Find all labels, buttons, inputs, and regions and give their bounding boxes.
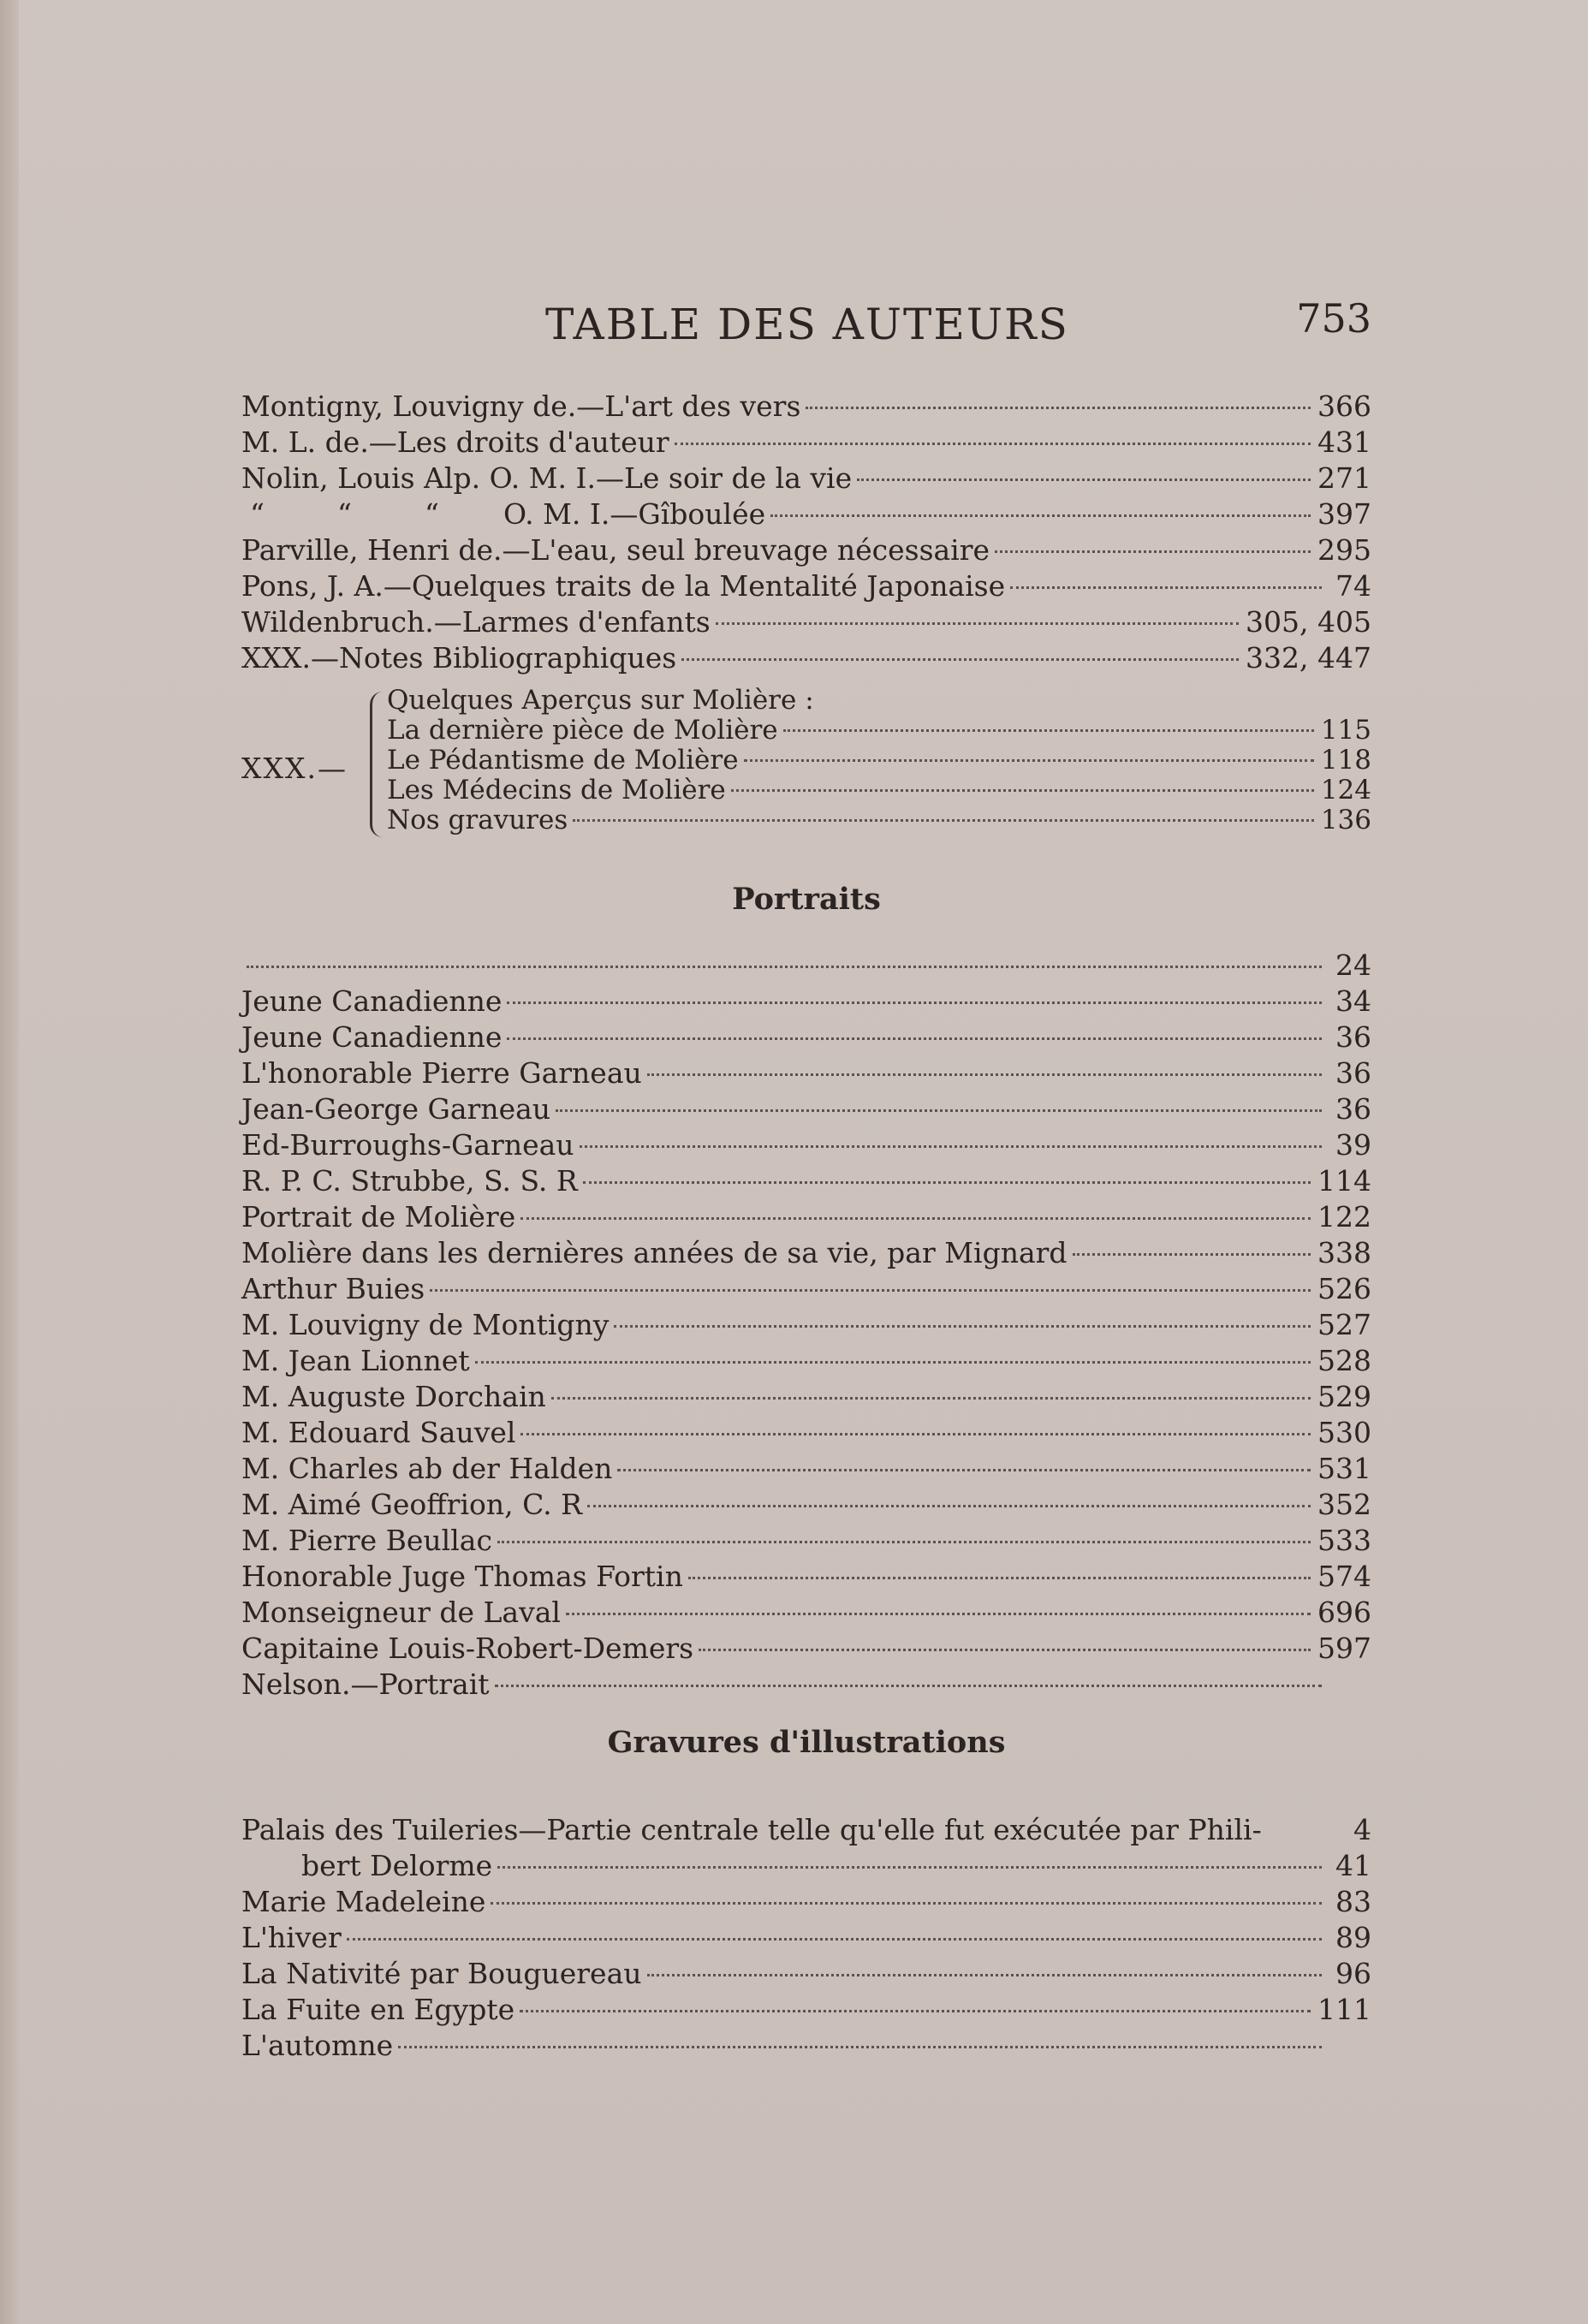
entry-text: Arthur Buies	[241, 1272, 425, 1305]
dot-leader	[647, 1073, 1322, 1076]
dot-leader	[583, 1181, 1311, 1184]
dot-leader	[491, 1902, 1322, 1905]
toc-entry	[241, 1128, 1371, 1164]
entry-page: 338	[1317, 1236, 1371, 1269]
entry-text: M. Charles ab der Halden	[241, 1452, 613, 1485]
entry-page: 397	[1317, 497, 1371, 531]
toc-entry	[241, 1488, 1371, 1524]
dot-leader	[731, 789, 1314, 792]
dot-leader	[497, 1866, 1322, 1869]
ditto-mark: “	[337, 497, 352, 531]
dot-leader	[681, 658, 1239, 661]
entry-page: 124	[1320, 775, 1371, 805]
entry-text: M. Louvigny de Montigny	[241, 1308, 610, 1341]
entry-text: Jeune Canadienne	[241, 984, 503, 1018]
dot-leader	[857, 478, 1311, 481]
entry-text: Pons, J. A.—Quelques traits de la Mentalité Japonaise	[241, 569, 1006, 603]
group-items	[387, 685, 1371, 835]
entry-text: La dernière pièce de Molière	[387, 715, 778, 746]
entry-page: 111	[1317, 1993, 1371, 2026]
entry-text: La Nativité par Bouguereau	[241, 1957, 642, 1990]
dot-leader	[520, 2010, 1311, 2012]
toc-entry	[241, 1596, 1371, 1632]
entry-page: 83	[1335, 1885, 1371, 1918]
toc-entry	[241, 1344, 1371, 1380]
dot-leader	[1010, 586, 1322, 589]
toc-entry	[241, 605, 1371, 641]
entry-page: 530	[1317, 1416, 1371, 1449]
entry-text: Portrait de Molière	[241, 1200, 516, 1233]
entry-page: 96	[1335, 1957, 1371, 1990]
dot-leader	[716, 622, 1239, 625]
authors-list	[241, 389, 1371, 677]
toc-entry	[387, 715, 1371, 745]
dot-leader	[507, 1037, 1322, 1040]
ditto-mark: “	[425, 497, 439, 531]
entry-page: 574	[1317, 1560, 1371, 1593]
entry-text: Nos gravures	[387, 805, 568, 835]
entry-text: L'honorable Pierre Garneau	[241, 1056, 642, 1090]
section-heading-portraits: Portraits	[732, 882, 881, 917]
entry-page: 89	[1335, 1921, 1371, 1954]
entry-page: 136	[1320, 805, 1371, 835]
dot-leader	[675, 443, 1311, 445]
toc-entry	[241, 984, 1371, 1020]
toc-entry	[241, 1236, 1371, 1272]
dot-leader	[699, 1649, 1311, 1651]
entry-text: M. Jean Lionnet	[241, 1344, 470, 1377]
group-label: XXX.—	[241, 752, 348, 785]
entry-page: 36	[1335, 1092, 1371, 1126]
entry-text: R. P. C. Strubbe, S. S. R	[241, 1164, 578, 1198]
ditto-mark: “	[250, 497, 265, 531]
entry-page: 114	[1317, 1164, 1371, 1198]
toc-entry	[241, 1380, 1371, 1416]
dot-leader	[580, 1145, 1322, 1148]
dot-leader	[520, 1433, 1311, 1435]
entry-page: 352	[1317, 1488, 1371, 1521]
toc-entry	[241, 1416, 1371, 1452]
entry-page: 39	[1335, 1128, 1371, 1162]
toc-entry	[241, 533, 1371, 569]
dot-leader	[688, 1577, 1311, 1579]
entry-text: L'hiver	[241, 1921, 342, 1954]
entry-text: Les Médecins de Molière	[387, 775, 726, 805]
toc-entry	[241, 948, 1371, 984]
entry-text: Monseigneur de Laval	[241, 1596, 561, 1629]
dot-leader	[995, 550, 1311, 553]
entry-text: Molière dans les dernières années de sa vie, par Mignard	[241, 1236, 1068, 1269]
entry-page: 431	[1317, 425, 1371, 459]
toc-entry	[241, 497, 1371, 533]
page-edge	[0, 0, 19, 2324]
toc-entry	[241, 1020, 1371, 1056]
entry-page: 527	[1317, 1308, 1371, 1341]
entry-page: 295	[1317, 533, 1371, 567]
toc-entry	[241, 461, 1371, 497]
dot-leader	[247, 966, 1322, 968]
dot-leader	[573, 819, 1314, 822]
dot-leader	[614, 1325, 1311, 1328]
entry-text: M. Pierre Beullac	[241, 1524, 492, 1557]
entry-page: 24	[1335, 948, 1371, 982]
dot-leader	[783, 729, 1314, 732]
xxx-bracketed-group	[241, 685, 1371, 847]
toc-entry	[241, 1921, 1371, 1957]
entry-text: Parville, Henri de.—L'eau, seul breuvage nécessaire	[241, 533, 990, 567]
toc-entry	[241, 1560, 1371, 1596]
entry-page: 41	[1335, 1849, 1371, 1882]
entry-page: 526	[1317, 1272, 1371, 1305]
entry-text: Capitaine Louis-Robert-Demers	[241, 1632, 694, 1665]
portraits-list	[241, 948, 1371, 1703]
entry-text: Ed-Burroughs-Garneau	[241, 1128, 574, 1162]
entry-text: Le Pédantisme de Molière	[387, 745, 739, 776]
entry-text: XXX.—Notes Bibliographiques	[241, 641, 677, 675]
dot-leader	[647, 1974, 1323, 1976]
entry-text: M. Auguste Dorchain	[241, 1380, 546, 1413]
entry-text: Nolin, Louis Alp. O. M. I.—Le soir de la vie	[241, 461, 853, 495]
entry-text: M. Edouard Sauvel	[241, 1416, 516, 1449]
toc-entry	[241, 1056, 1371, 1092]
entry-page: 4	[1353, 1813, 1371, 1846]
toc-entry	[241, 1632, 1371, 1667]
dot-leader	[475, 1361, 1311, 1364]
entry-text: La Fuite en Egypte	[241, 1993, 515, 2026]
entry-text: Jeune Canadienne	[241, 1020, 503, 1054]
entry-page: 34	[1335, 984, 1371, 1018]
entry-page: 36	[1335, 1056, 1371, 1090]
toc-entry	[241, 1164, 1371, 1200]
toc-entry	[387, 775, 1371, 805]
entry-page: 271	[1317, 461, 1371, 495]
entry-page: 305, 405	[1246, 605, 1371, 639]
toc-entry	[241, 2029, 1371, 2065]
entry-page: 122	[1317, 1200, 1371, 1233]
dot-leader	[347, 1938, 1322, 1941]
entry-page: 528	[1317, 1344, 1371, 1377]
entry-page: 533	[1317, 1524, 1371, 1557]
dot-leader	[495, 1685, 1322, 1687]
dot-leader	[744, 759, 1314, 762]
dot-leader	[430, 1289, 1311, 1292]
dot-leader	[566, 1613, 1311, 1615]
toc-entry	[241, 1993, 1371, 2029]
dot-leader	[770, 514, 1311, 517]
entry-text	[241, 497, 765, 531]
entry-page: 74	[1335, 569, 1371, 603]
curly-brace	[370, 692, 383, 837]
toc-entry	[241, 569, 1371, 605]
dot-leader	[520, 1217, 1311, 1220]
entry-page: 118	[1320, 745, 1371, 776]
toc-entry	[241, 1885, 1371, 1921]
entry-page: 597	[1317, 1632, 1371, 1665]
dot-leader	[507, 1002, 1322, 1004]
toc-entry	[241, 641, 1371, 677]
entry-text: Montigny, Louvigny de.—L'art des vers	[241, 389, 801, 423]
entry-text: Honorable Juge Thomas Fortin	[241, 1560, 683, 1593]
entry-page: 332, 447	[1246, 641, 1371, 675]
toc-entry	[241, 1813, 1371, 1849]
toc-entry	[241, 1524, 1371, 1560]
entry-text: M. Aimé Geoffrion, C. R	[241, 1488, 582, 1521]
entry-text: Nelson.—Portrait	[241, 1667, 490, 1701]
toc-entry	[241, 1272, 1371, 1308]
entry-page: 36	[1335, 1020, 1371, 1054]
toc-entry	[387, 805, 1371, 835]
entry-page: 696	[1317, 1596, 1371, 1629]
dot-leader	[497, 1541, 1311, 1543]
entry-page: 531	[1317, 1452, 1371, 1485]
toc-entry	[241, 1667, 1371, 1703]
entry-text: Palais des Tuileries—Partie centrale telle qu'elle fut exécutée par Phili-	[241, 1813, 1262, 1846]
toc-entry	[241, 1308, 1371, 1344]
entry-text: Quelques Aperçus sur Molière :	[387, 685, 814, 716]
section-heading-gravures: Gravures d'illustrations	[607, 1725, 1006, 1760]
entry-text: bert Delorme	[301, 1849, 493, 1882]
dot-leader	[587, 1505, 1311, 1507]
entry-text: Jean-George Garneau	[241, 1092, 551, 1126]
dot-leader	[556, 1109, 1322, 1112]
toc-entry	[387, 685, 1371, 715]
entry-page: 366	[1317, 389, 1371, 423]
dot-leader	[806, 407, 1311, 409]
toc-entry	[387, 745, 1371, 775]
toc-entry	[241, 425, 1371, 461]
running-header	[241, 291, 1371, 360]
entry-text: Marie Madeleine	[241, 1885, 486, 1918]
toc-entry	[241, 1452, 1371, 1488]
entry-text: M. L. de.—Les droits d'auteur	[241, 425, 669, 459]
page-title: TABLE DES AUTEURS	[545, 300, 1069, 349]
toc-entry	[241, 1200, 1371, 1236]
toc-entry	[241, 1092, 1371, 1128]
toc-entry	[241, 389, 1371, 425]
gravures-list	[241, 1813, 1371, 2065]
entry-title: O. M. I.—Gîboulée	[503, 497, 766, 531]
entry-text: Wildenbruch.—Larmes d'enfants	[241, 605, 711, 639]
entry-text: L'automne	[241, 2029, 394, 2062]
dot-leader	[551, 1397, 1311, 1400]
toc-entry	[241, 1849, 1371, 1885]
toc-entry	[241, 1957, 1371, 1993]
page-number: 753	[1296, 295, 1371, 342]
dot-leader	[617, 1469, 1311, 1471]
entry-page: 115	[1320, 715, 1371, 746]
dot-leader	[398, 2046, 1322, 2048]
dot-leader	[1073, 1253, 1311, 1256]
entry-page: 529	[1317, 1380, 1371, 1413]
